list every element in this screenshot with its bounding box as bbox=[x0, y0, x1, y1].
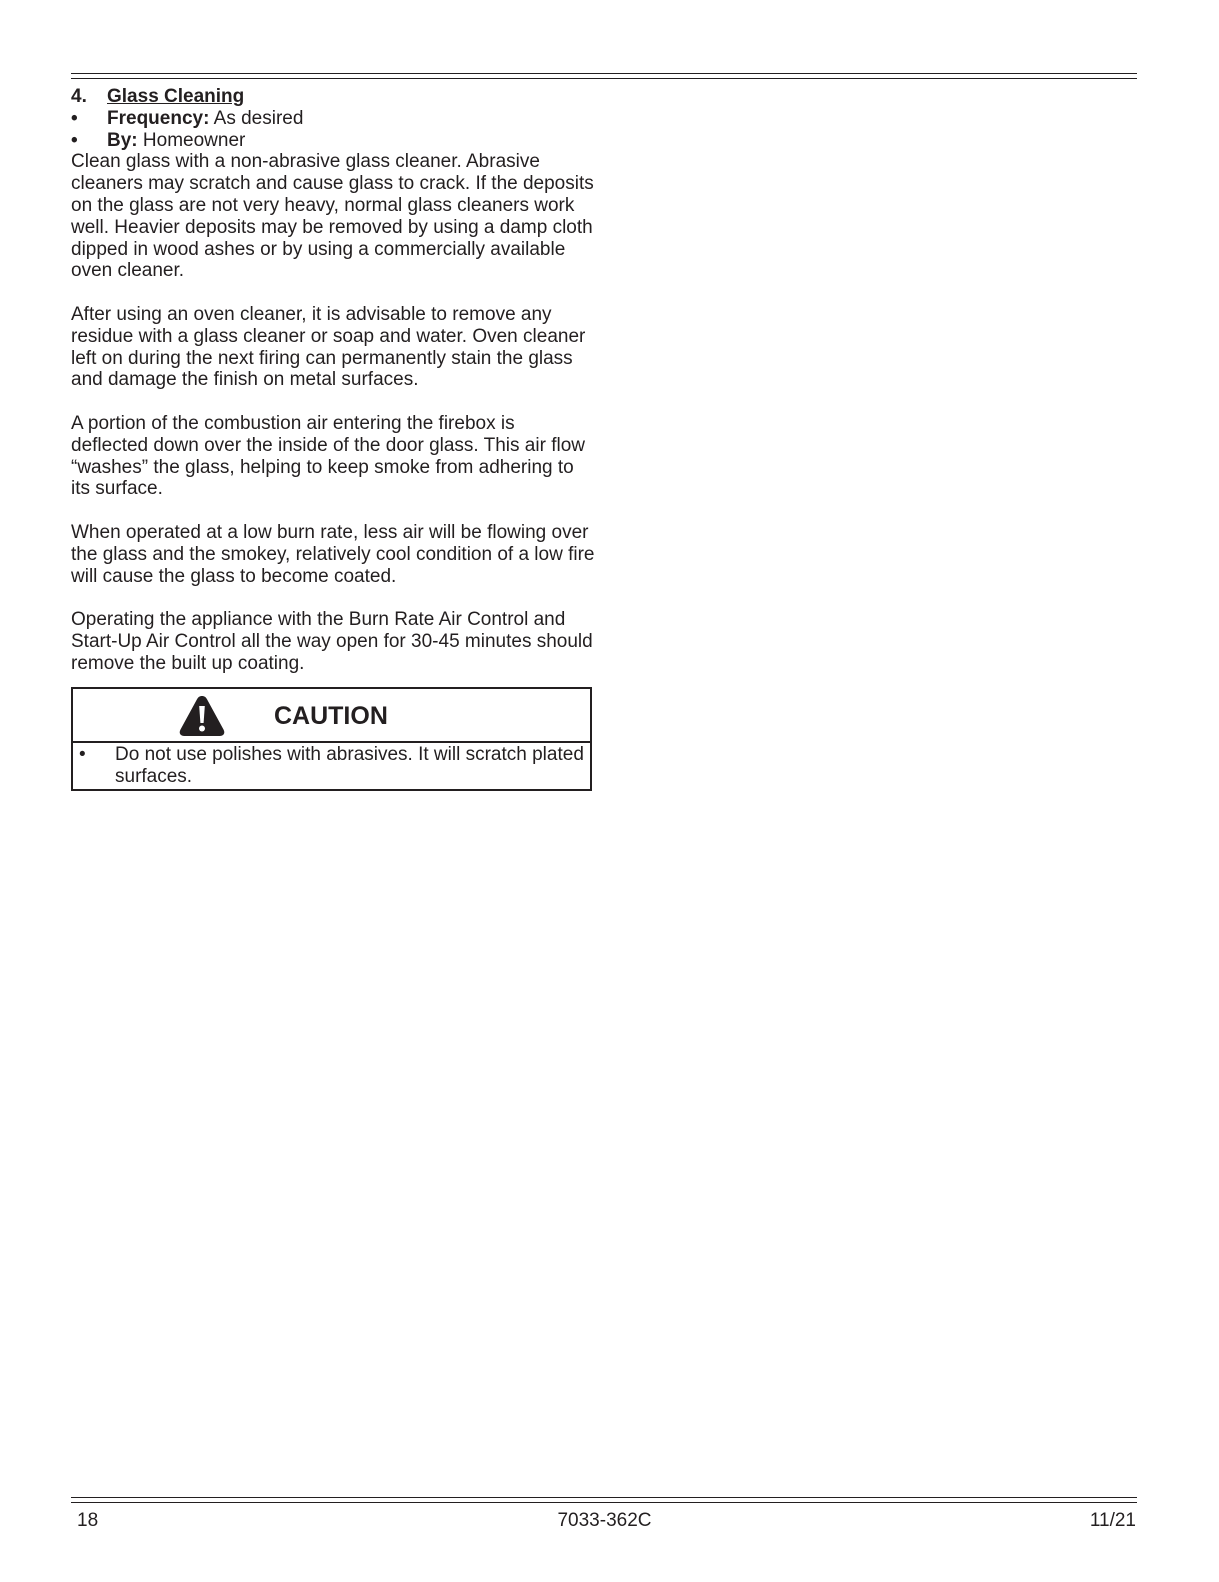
caution-title: CAUTION bbox=[274, 702, 388, 730]
section-heading bbox=[71, 86, 596, 108]
document-number: 7033-362C bbox=[557, 1510, 652, 1531]
bullet-icon: • bbox=[71, 129, 78, 151]
paragraph: Operating the appliance with the Burn Rate Air Control and Start-Up Air Control all the way open for 30-45 minutes should remove the built up coating. bbox=[71, 609, 593, 674]
section-title: Glass Cleaning bbox=[107, 86, 245, 107]
frequency-item bbox=[71, 108, 596, 130]
warning-triangle-icon bbox=[178, 694, 226, 738]
paragraph: After using an oven cleaner, it is advisable to remove any residue with a glass cleaner or soap and water. Oven cleaner left on during the next firing can permanently stain the glass and damage the finish on metal surfaces. bbox=[71, 303, 586, 391]
by-item bbox=[71, 130, 596, 152]
content-column bbox=[71, 86, 596, 696]
header-rule bbox=[71, 73, 1137, 74]
section-number: 4. bbox=[71, 86, 87, 107]
paragraph: Clean glass with a non-abrasive glass cleaner. Abrasive cleaners may scratch and cause glass to crack. If the deposits on the glass are not very heavy, normal glass cleaners work well. Heavier deposits may be removed by using a damp cloth dipped in wood ashes or by using a commercially available oven cleaner. bbox=[71, 151, 594, 282]
caution-item bbox=[73, 743, 590, 789]
by-label: By: bbox=[107, 129, 138, 151]
caution-text: Do not use polishes with abrasives. It will scratch plated surfaces. bbox=[115, 744, 584, 787]
revision-date: 11/21 bbox=[1089, 1510, 1136, 1531]
caution-box bbox=[71, 687, 592, 791]
footer-rule bbox=[71, 1497, 1137, 1498]
frequency-value: As desired bbox=[209, 107, 304, 129]
by-value: Homeowner bbox=[137, 129, 246, 151]
bullet-icon: • bbox=[71, 107, 78, 129]
paragraph: When operated at a low burn rate, less air will be flowing over the glass and the smokey, relatively cool condition of a low fire will cause the glass to become coated. bbox=[71, 521, 595, 587]
bullet-icon: • bbox=[79, 744, 86, 765]
caution-header bbox=[73, 689, 590, 743]
footer-rule bbox=[71, 1502, 1137, 1503]
paragraph: A portion of the combustion air entering the firebox is deflected down over the inside of the door glass. This air flow “washes” the glass, helping to keep smoke from adhering to its surface. bbox=[71, 412, 585, 500]
page-number: 18 bbox=[77, 1510, 99, 1531]
frequency-label: Frequency: bbox=[107, 107, 210, 129]
header-rule bbox=[71, 78, 1137, 79]
